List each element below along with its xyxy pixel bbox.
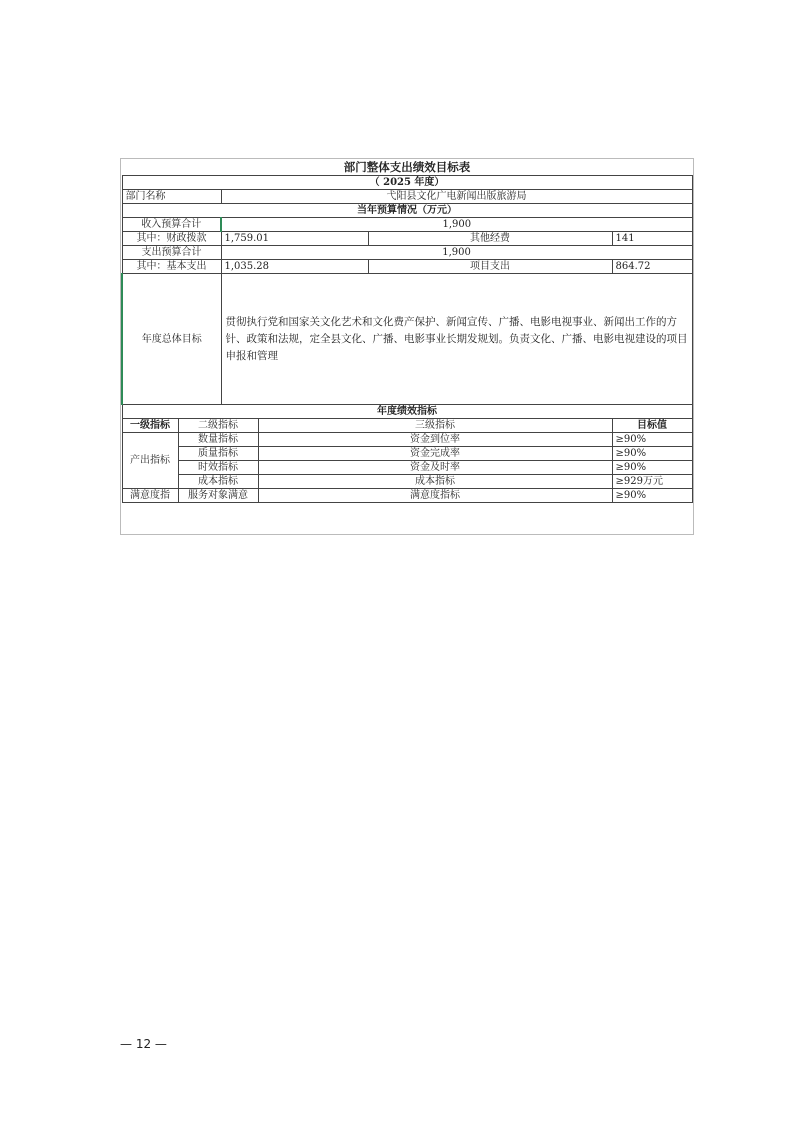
page-number: — 12 — (120, 1037, 167, 1051)
performance-table-sheet (121, 160, 691, 503)
table-row (122, 433, 692, 447)
row-level2: 成本指标 (178, 475, 258, 489)
dept-name: 弋阳县文化广电新闻出版旅游局 (221, 190, 692, 204)
table-row (122, 461, 692, 475)
row-level3: 资金完成率 (258, 447, 612, 461)
table-year: （ 2025 年度） (122, 176, 692, 190)
fiscal-label: 其中：财政拨款 (122, 232, 221, 246)
annual-goal-text: 贯彻执行党和国家关文化艺术和文化费产保护、新闻宣传、广播、电影电视事业、新闻出工作的方针、政策和法规，定全县文化、广播、电影事业长期发规划。负责文化、广播、电影电视建设的项目申报和管理 (221, 274, 692, 405)
row-target: ≥929万元 (612, 475, 692, 489)
table-row (122, 475, 692, 489)
row-level3: 资金及时率 (258, 461, 612, 475)
project-value: 864.72 (612, 260, 692, 274)
basic-label: 其中：基本支出 (122, 260, 221, 274)
row-level3: 成本指标 (258, 475, 612, 489)
table-row (122, 447, 692, 461)
output-indicator-label: 产出指标 (122, 433, 178, 489)
other-value: 141 (612, 232, 692, 246)
satisfaction-level1: 满意度指 (122, 489, 178, 503)
header-level2: 二级指标 (178, 419, 258, 433)
satisfaction-level3: 满意度指标 (258, 489, 612, 503)
header-level1: 一级指标 (122, 419, 178, 433)
indicator-section-header: 年度绩效指标 (122, 405, 692, 419)
project-label: 项目支出 (368, 260, 612, 274)
table-row (122, 489, 692, 503)
dept-label: 部门名称 (122, 190, 221, 204)
expense-label: 支出预算合计 (122, 246, 221, 260)
row-level2: 时效指标 (178, 461, 258, 475)
row-target: ≥90% (612, 447, 692, 461)
header-level3: 三级指标 (258, 419, 612, 433)
budget-section-header: 当年预算情况（万元） (122, 204, 692, 218)
header-target: 目标值 (612, 419, 692, 433)
row-target: ≥90% (612, 461, 692, 475)
satisfaction-target: ≥90% (612, 489, 692, 503)
row-level2: 质量指标 (178, 447, 258, 461)
income-label: 收入预算合计 (122, 218, 221, 232)
satisfaction-level2: 服务对象满意 (178, 489, 258, 503)
row-level3: 资金到位率 (258, 433, 612, 447)
income-total: 1,900 (221, 218, 692, 232)
annual-goal-label: 年度总体目标 (122, 274, 221, 405)
row-target: ≥90% (612, 433, 692, 447)
basic-value: 1,035.28 (221, 260, 368, 274)
row-level2: 数量指标 (178, 433, 258, 447)
other-label: 其他经费 (368, 232, 612, 246)
performance-table (121, 160, 693, 503)
fiscal-value: 1,759.01 (221, 232, 368, 246)
table-title: 部门整体支出绩效目标表 (122, 160, 692, 176)
expense-total: 1,900 (221, 246, 692, 260)
